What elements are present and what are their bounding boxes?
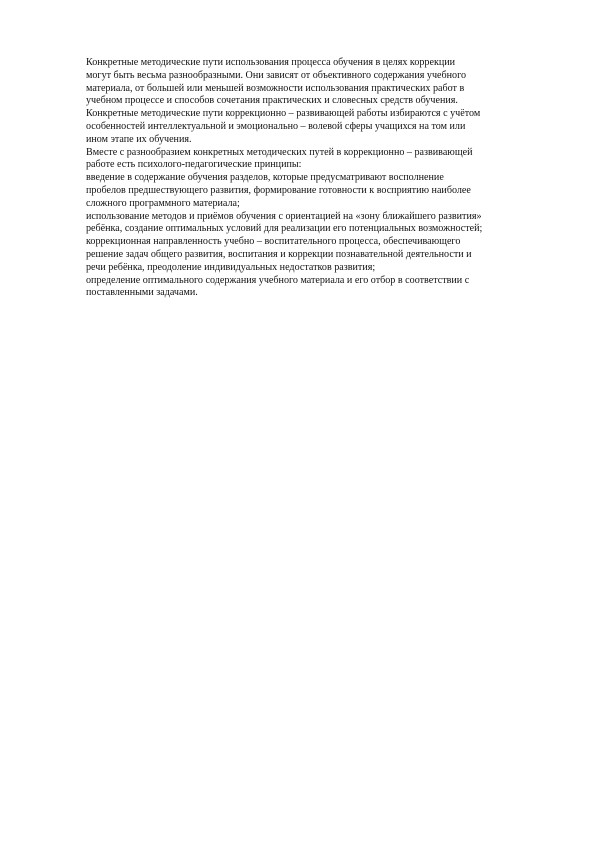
text-line: материала, от большей или меньшей возможности использования практических работ в: [86, 82, 465, 94]
text-line: речи ребёнка, преодоление индивидуальных недостатков развития;: [86, 261, 376, 273]
text-line: Конкретные методические пути коррекционно – развивающей работы избираются с учётом: [86, 108, 481, 120]
text-line: введение в содержание обучения разделов, которые предусматривают восполнение: [86, 172, 444, 184]
text-line: сложного программного материала;: [86, 197, 240, 209]
text-line: ином этапе их обучения.: [86, 133, 192, 145]
text-line: работе есть психолого-педагогические принципы:: [86, 159, 302, 171]
text-line: определение оптимального содержания учебного материала и его отбор в соответствии с: [86, 274, 470, 286]
text-line: особенностей интеллектуальной и эмоционально – волевой сферы учащихся на том или: [86, 120, 466, 132]
text-line: учебном процессе и способов сочетания практических и словесных средств обучения.: [86, 95, 458, 107]
body-text: [86, 57, 556, 300]
text-line: Вместе с разнообразием конкретных методических путей в коррекционно – развивающей: [86, 146, 473, 158]
text-line: поставленными задачами.: [86, 287, 198, 299]
text-line: ребёнка, создание оптимальных условий для реализации его потенциальных возможностей;: [86, 223, 483, 235]
text-line: коррекционная направленность учебно – воспитательного процесса, обеспечивающего: [86, 236, 461, 248]
text-line: могут быть весьма разнообразными. Они зависят от объективного содержания учебного: [86, 69, 467, 81]
text-line: решение задач общего развития, воспитания и коррекции познавательной деятельности и: [86, 248, 472, 260]
text-line: Конкретные методические пути использования процесса обучения в целях коррекции: [86, 57, 456, 68]
text-line: использование методов и приёмов обучения с ориентацией на «зону ближайшего развития»: [86, 210, 482, 222]
text-line: пробелов предшествующего развития, формирование готовности к восприятию наиболее: [86, 184, 471, 196]
